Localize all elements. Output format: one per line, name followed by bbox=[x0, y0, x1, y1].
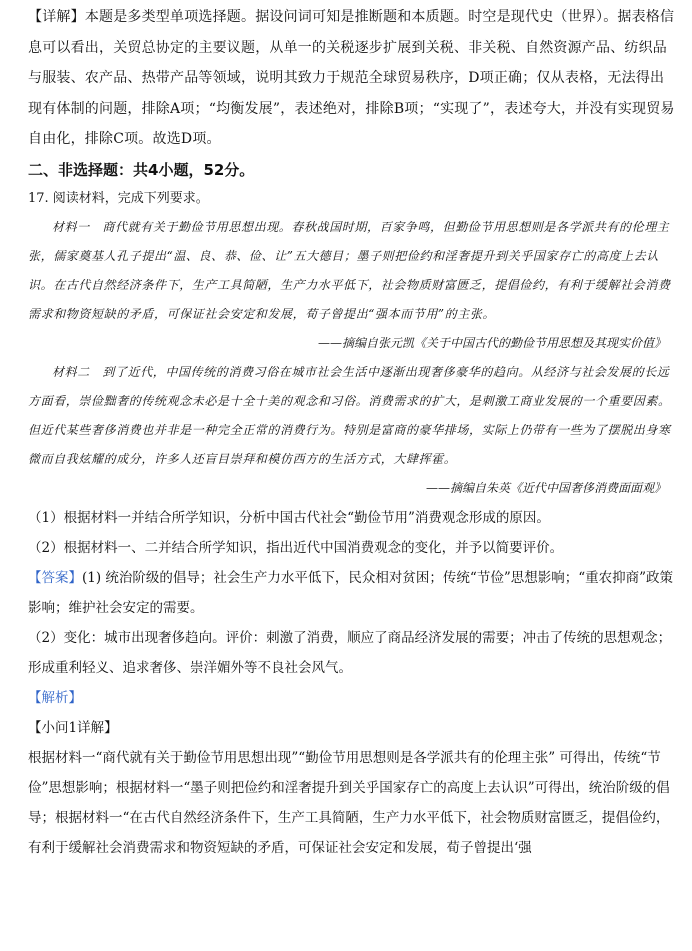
sub-question-1: （1）根据材料一并结合所学知识，分析中国古代社会“勤俭节用”消费观念形成的原因。 bbox=[28, 509, 550, 526]
material-one: 材料一 商代就有关于勤俭节用思想出现。春秋战国时期，百家争鸣，但勤俭节用思想则是各学派共有的伦理主张，儒家奠基人孔子提出“温、良、恭、俭、让”五大德目；墨子则把俭约和淫奢提升到关乎国家存亡的高度上去认识。在古代自然经济条件下，生产工具简陋，生产力水平低下，社会物质财富匮乏，提倡俭约，有利于缓解社会消费需求和物资短缺的矛盾，可保证社会安定和发展，荀子曾提出“强本而节用”的主张。 bbox=[28, 219, 671, 321]
material-two: 材料二 到了近代，中国传统的消费习俗在城市社会生活中逐渐出现奢侈豪华的趋向。从经济与社会发展的长远方面看，崇俭黜奢的传统观念未必是十全十美的观念和习俗。消费需求的扩大，是刺激工商业发展的一个重要因素。但近代某些奢侈消费也并非是一种完全正常的消费行为。特别是富商的豪华排场，实际上仍带有一些为了摆脱出身寒微而自我炫耀的成分，许多人还盲目崇拜和模仿西方的生活方式，大肆挥霍。 bbox=[28, 364, 671, 466]
sub-question-2: （2）根据材料一、二并结合所学知识，指出近代中国消费观念的变化，并予以简要评价。 bbox=[28, 539, 564, 556]
detail-text: 本题是多类型单项选择题。据设问词可知是推断题和本质题。时空是现代史（世界）。据表格信息可以看出，关贸总协定的主要议题，从单一的关税逐步扩展到关税、非关税、自然资源产品、纺织品与服装、农产品、热带产品等领域，说明其致力于规范全球贸易秩序，D项正确；仅从表格，无法得出现有体制的问题，排除A项；“均衡发展”，表述绝对，排除B项；“实现了”，表述夸大，并没有实现贸易自由化，排除C项。故选D项。 bbox=[28, 9, 675, 147]
analysis-sub-label: 【小问1详解】 bbox=[28, 719, 118, 736]
question-stem: 17. 阅读材料，完成下列要求。 bbox=[28, 190, 209, 206]
analysis-text: 根据材料一“商代就有关于勤俭节用思想出现”“勤俭节用思想则是各学派共有的伦理主张” 可得出，传统“节俭”思想影响；根据材料一“墨子则把俭约和淫奢提升到关乎国家存亡的高度上去认识”可得出，统治阶级的倡导；根据材料一“在古代自然经济条件下，生产工具简陋，生产力水平低下，社会物质财富匮乏，提倡俭约，有利于缓解社会消费需求和物资短缺的矛盾，可保证社会安定和发展，荀子曾提出‘强 bbox=[28, 749, 670, 856]
detail-label: 【详解】 bbox=[28, 9, 85, 25]
material-two-source: ——摘编自朱英《近代中国奢侈消费面面观》 bbox=[425, 480, 666, 495]
answer-1-text: (1) 统治阶级的倡导；社会生产力水平低下，民众相对贫困；传统“节俭”思想影响；“重农抑商”政策影响；维护社会安定的需要。 bbox=[28, 569, 674, 616]
detail-paragraph bbox=[28, 0, 678, 155]
answer-1 bbox=[28, 563, 678, 623]
analysis-label: 【解析】 bbox=[28, 689, 82, 706]
material-one-source: ——摘编自张元凯《关于中国古代的勤俭节用思想及其现实价值》 bbox=[317, 335, 666, 350]
answer-2: （2）变化：城市出现奢侈趋向。评价：刺激了消费，顺应了商品经济发展的需要；冲击了传统的思想观念；形成重利轻义、追求奢侈、崇洋媚外等不良社会风气。 bbox=[28, 629, 672, 676]
answer-label: 【答案】 bbox=[28, 569, 82, 586]
section-heading: 二、非选择题：共4小题，52分。 bbox=[28, 160, 255, 179]
